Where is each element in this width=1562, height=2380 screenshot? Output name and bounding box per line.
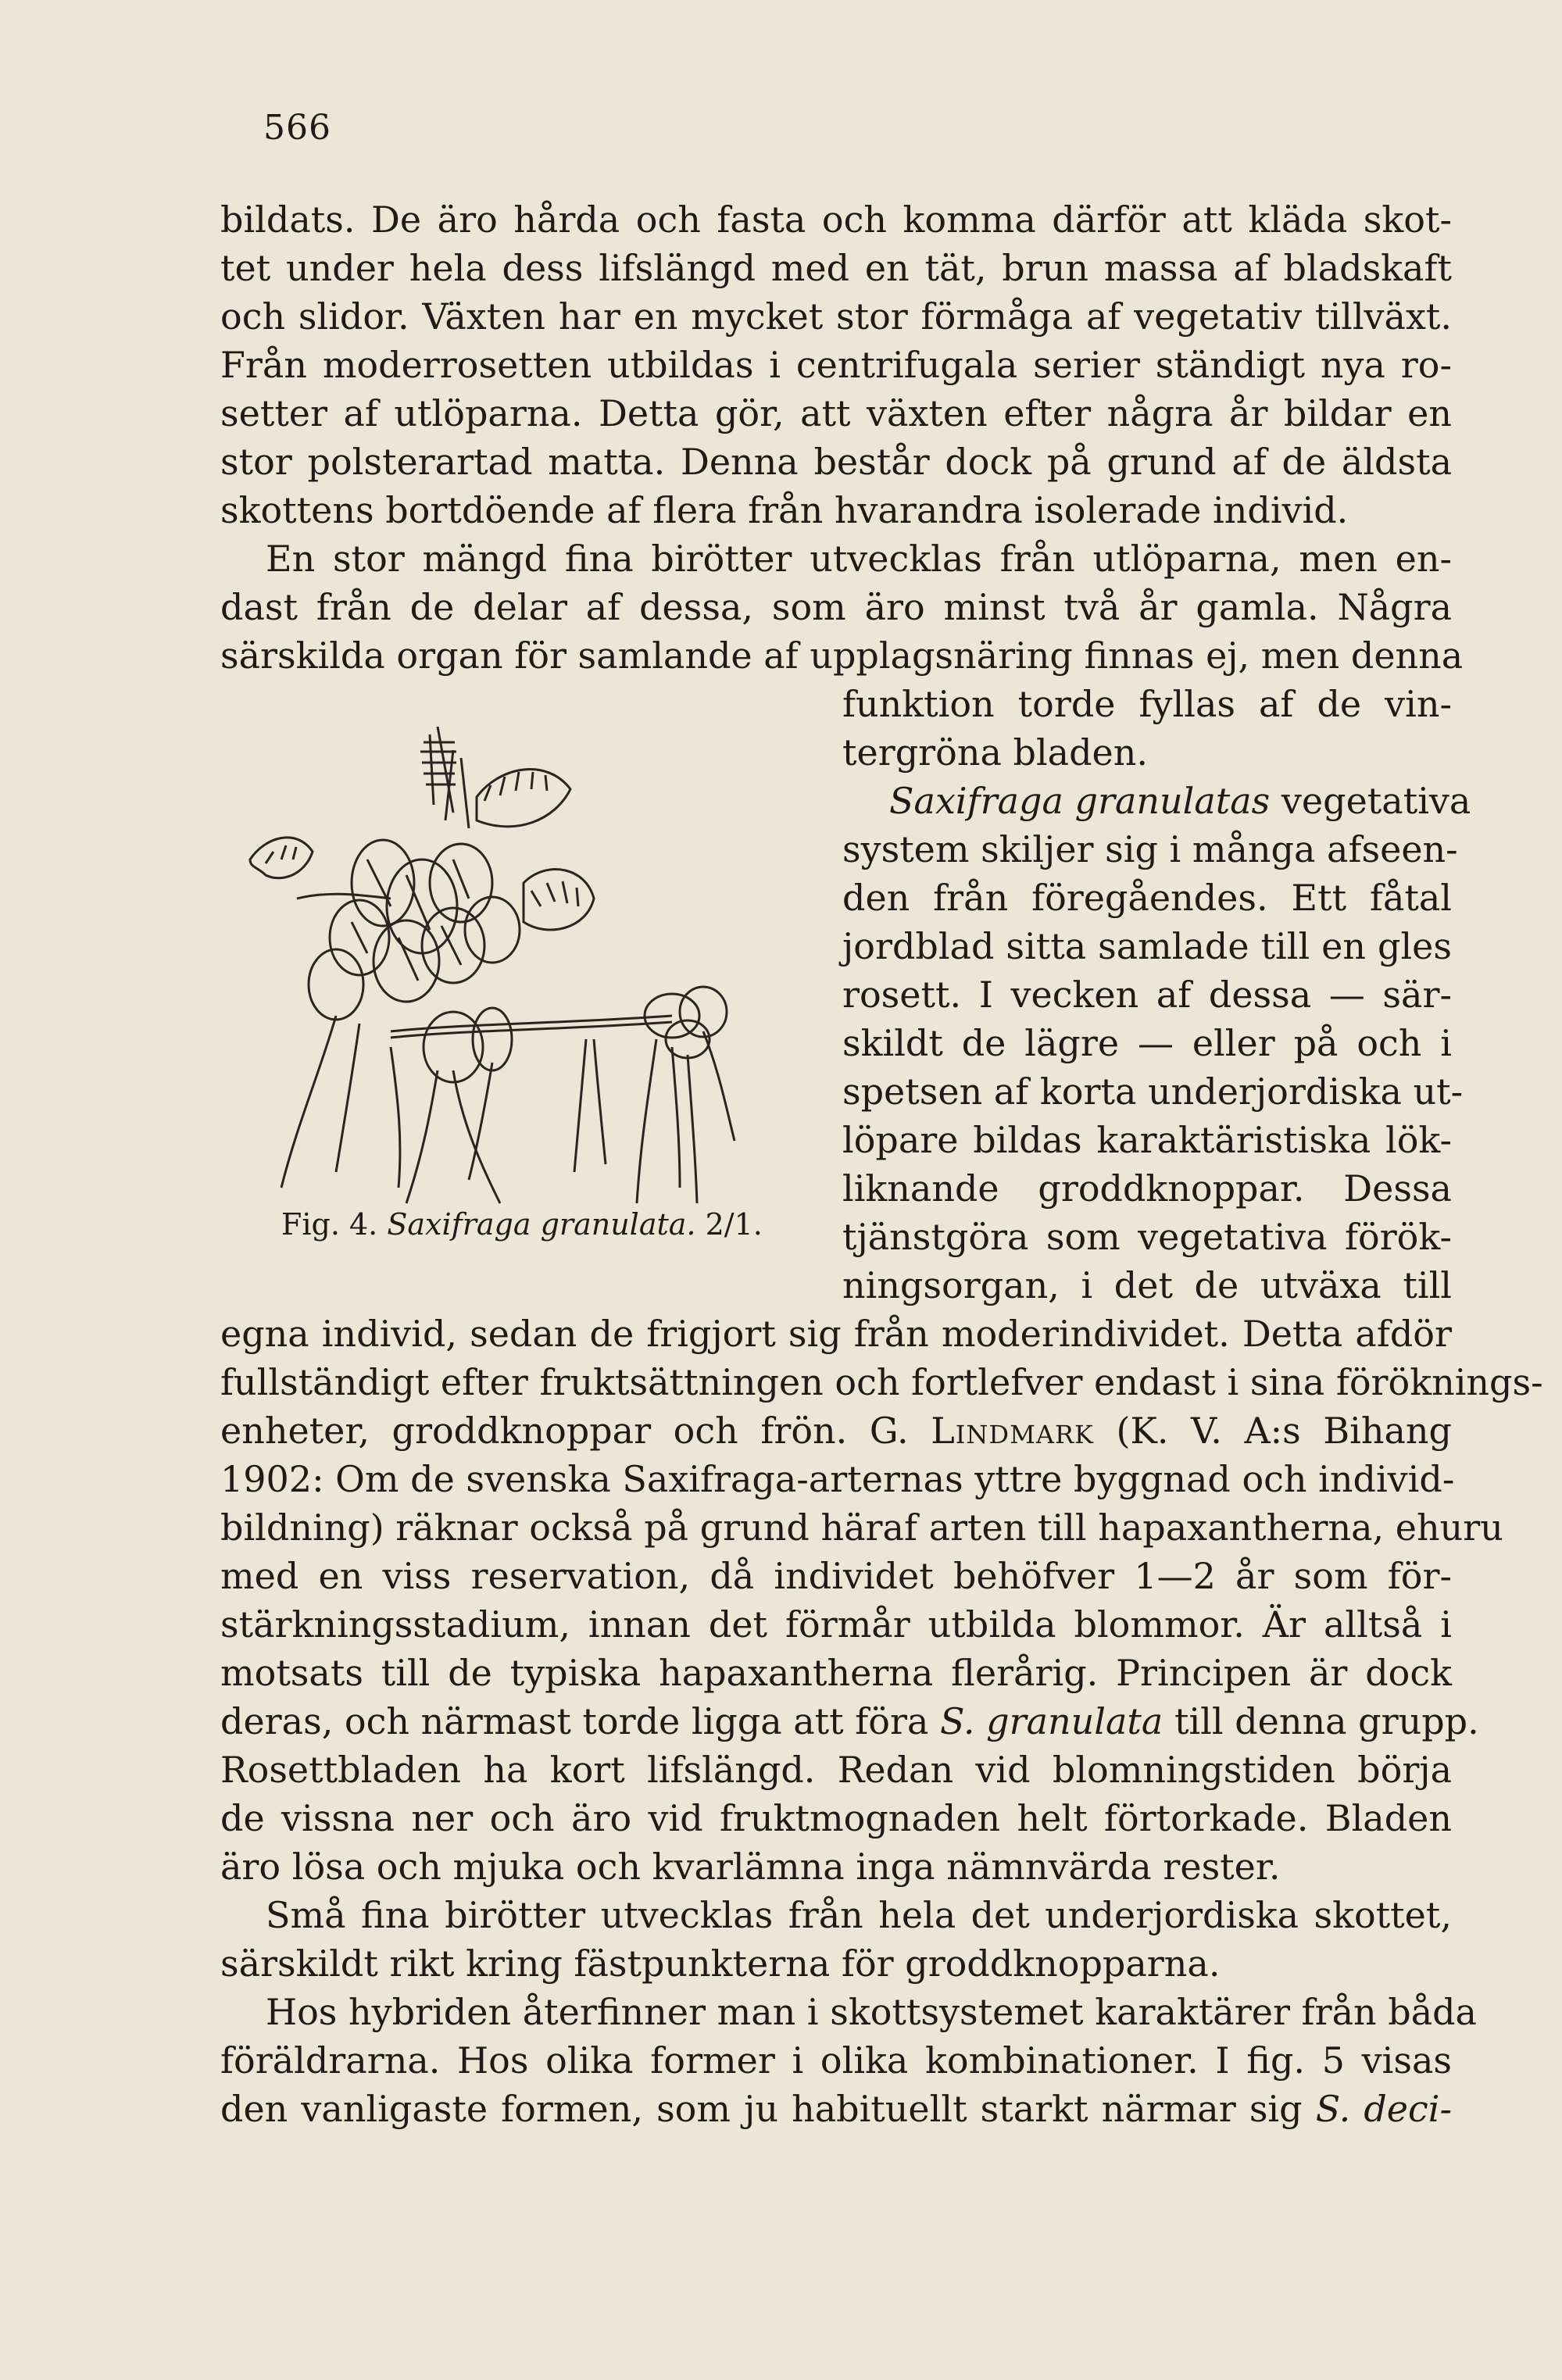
text-line: spetsen af korta underjordiska ut- xyxy=(842,1070,1464,1113)
plant-illustration xyxy=(219,703,813,1235)
text-line: skottens bortdöende af flera från hvarandra isolerade individ. xyxy=(220,489,1349,531)
text-line: system skiljer sig i många afseen- xyxy=(842,828,1458,870)
page-number: 566 xyxy=(263,108,331,148)
text-line: de vissna ner och äro vid fruktmognaden helt förtorkade. Bladen xyxy=(220,1797,1452,1839)
text-line: Små fina birötter utvecklas från hela det underjordiska skottet, xyxy=(266,1894,1452,1936)
text-line: stärkningsstadium, innan det förmår utbilda blommor. Är alltså i xyxy=(220,1603,1452,1646)
text-line: tergröna bladen. xyxy=(842,731,1148,774)
text-fragment: (K. V. A:s Bihang xyxy=(1116,1410,1452,1452)
text-line: motsats till de typiska hapaxantherna flerårig. Principen är dock xyxy=(220,1652,1452,1694)
text-line: den från föregåendes. Ett fåtal xyxy=(842,877,1452,919)
text-line: funktion torde fyllas af de vin- xyxy=(842,683,1452,725)
text-line: bildats. De äro hårda och fasta och komma därför att kläda skot- xyxy=(220,198,1452,241)
figure-species: Saxifraga granulata. xyxy=(387,1207,696,1242)
text-line: setter af utlöparna. Detta gör, att växten efter några år bildar en xyxy=(220,392,1452,434)
text-line: löpare bildas karaktäristiska lök- xyxy=(842,1119,1452,1161)
text-line: En stor mängd fina birötter utvecklas från utlöparna, men en- xyxy=(266,538,1452,580)
text-line xyxy=(220,2085,1452,2133)
text-line: äro lösa och mjuka och kvarlämna inga nämnvärda rester. xyxy=(220,1846,1281,1888)
text-line xyxy=(220,1406,1452,1455)
text-fragment: till denna grupp. xyxy=(1174,1700,1479,1742)
text-line: särskildt rikt kring fästpunkterna för groddknopparna. xyxy=(220,1942,1221,1985)
text-line: Rosettbladen ha kort lifslängd. Redan vid blomningstiden börja xyxy=(220,1749,1452,1791)
text-line: ningsorgan, i det de utväxa till xyxy=(842,1264,1452,1306)
text-line: jordblad sitta samlade till en gles xyxy=(842,925,1452,967)
text-fragment: enheter, groddknoppar och frön. G. xyxy=(220,1410,909,1452)
figure-caption xyxy=(281,1207,763,1242)
text-fragment: vegetativa xyxy=(1281,780,1471,822)
text-line: tet under hela dess lifslängd med en tät, brun massa af bladskaft xyxy=(220,247,1452,289)
text-fragment: den vanligaste formen, som ju habituellt starkt närmar sig xyxy=(220,2088,1303,2130)
species-name: S. deci- xyxy=(1315,2088,1453,2130)
text-line: Hos hybriden återfinner man i skottsystemet karaktärer från båda xyxy=(266,1991,1477,2033)
author-name: Lindmark xyxy=(931,1410,1094,1452)
text-line: 1902: Om de svenska Saxifraga-arternas yttre byggnad och individ- xyxy=(220,1458,1455,1500)
text-line: särskilda organ för samlande af upplagsnäring finnas ej, men denna xyxy=(220,634,1464,677)
text-line: liknande groddknoppar. Dessa xyxy=(842,1167,1452,1210)
text-fragment: deras, och närmast torde ligga att föra xyxy=(220,1700,929,1742)
text-line: dast från de delar af dessa, som äro minst två år gamla. Några xyxy=(220,586,1452,628)
text-line: Från moderrosetten utbildas i centrifugala serier ständigt nya ro- xyxy=(220,344,1452,386)
saxifraga-drawing-icon xyxy=(219,703,813,1235)
species-name: S. granulata xyxy=(940,1700,1163,1742)
text-line: och slidor. Växten har en mycket stor förmåga af vegetativ tillväxt. xyxy=(220,295,1452,338)
figure-label: Fig. 4. xyxy=(281,1207,378,1242)
text-line: skildt de lägre — eller på och i xyxy=(842,1022,1452,1064)
text-line: rosett. I vecken af dessa — sär- xyxy=(842,974,1452,1016)
text-line xyxy=(889,777,1471,825)
text-line: stor polsterartad matta. Denna består dock på grund af de äldsta xyxy=(220,441,1452,483)
text-line: bildning) räknar också på grund häraf arten till hapaxantherna, ehuru xyxy=(220,1506,1503,1549)
figure-scale: 2/1. xyxy=(705,1207,763,1242)
text-line: fullständigt efter fruktsättningen och fortlefver endast i sina föröknings- xyxy=(220,1361,1543,1403)
text-line: med en viss reservation, då individet behöfver 1—2 år som för- xyxy=(220,1555,1452,1597)
text-line: föräldrarna. Hos olika former i olika kombinationer. I fig. 5 visas xyxy=(220,2039,1452,2082)
text-line: egna individ, sedan de frigjort sig från moderindividet. Detta afdör xyxy=(220,1313,1452,1355)
text-line xyxy=(220,1697,1479,1746)
text-line: tjänstgöra som vegetativa förök- xyxy=(842,1216,1452,1258)
species-name: Saxifraga granulatas xyxy=(889,780,1271,822)
